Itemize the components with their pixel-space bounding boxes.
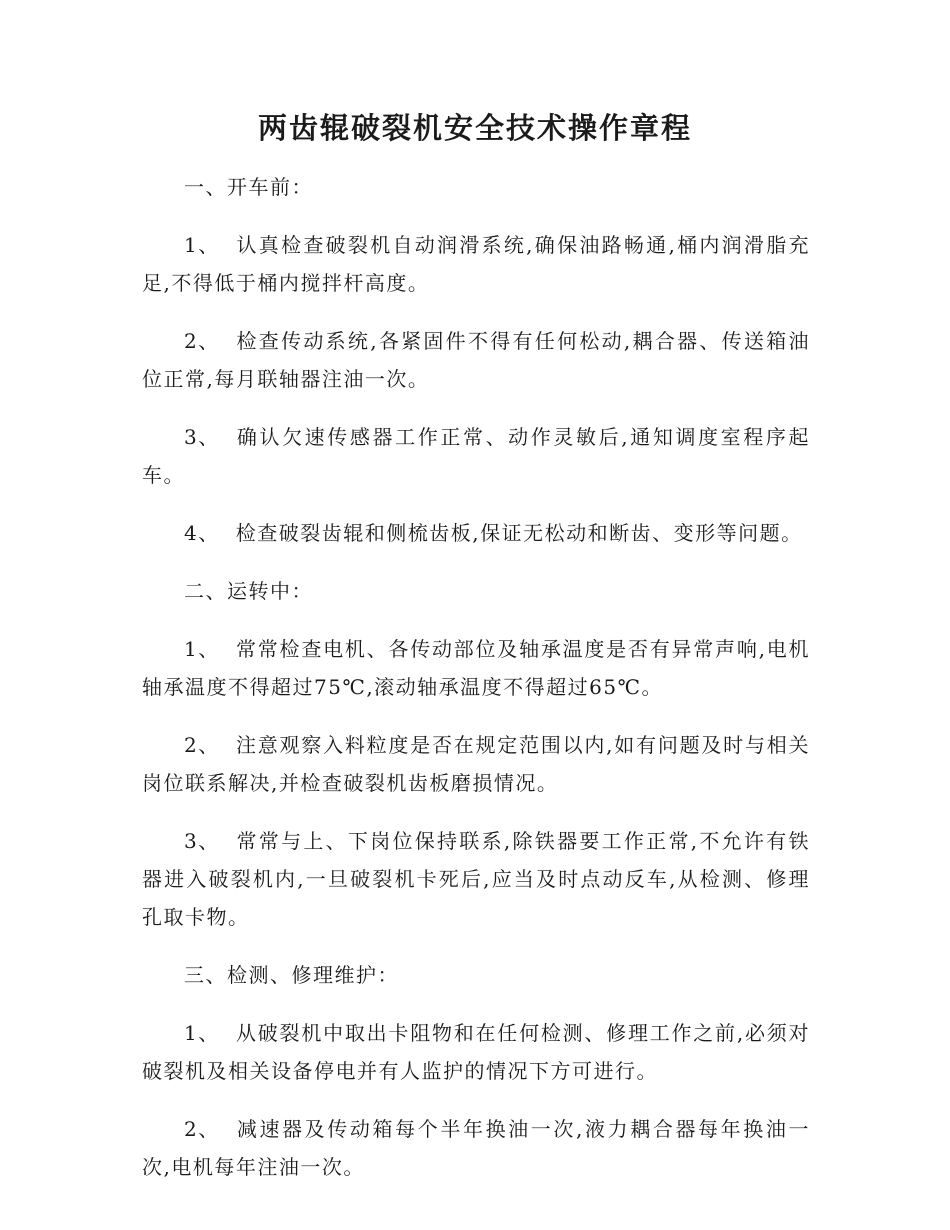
item-number: 4、: [184, 521, 220, 545]
list-item: [142, 822, 810, 936]
list-item: [142, 1014, 810, 1090]
item-number: 2、: [184, 1117, 220, 1141]
section-heading: 三、检测、修理维护：: [184, 963, 399, 987]
item-text: 常常与上、下岗位保持联系,除铁器要工作正常,不允许有铁器进入破裂机内,一旦破裂机卡死后,应当及时点动反车,从检测、修理孔取卡物。: [142, 829, 810, 929]
section-heading: 二、运转中：: [184, 579, 313, 603]
list-item: [142, 226, 810, 302]
item-text: 认真检查破裂机自动润滑系统,确保油路畅通,桶内润滑脂充足,不得低于桶内搅拌杆高度。: [142, 233, 810, 295]
item-text: 常常检查电机、各传动部位及轴承温度是否有异常声响,电机轴承温度不得超过75℃,滚动轴承温度不得超过65℃。: [142, 637, 810, 699]
item-number: 1、: [184, 1021, 220, 1045]
item-text: 注意观察入料粒度是否在规定范围以内,如有问题及时与相关岗位联系解决,并检查破裂机齿板磨损情况。: [142, 733, 810, 795]
item-number: 1、: [184, 233, 220, 257]
list-item: [142, 418, 810, 494]
section-heading: 一、开车前：: [184, 175, 313, 199]
list-item: [142, 1110, 810, 1186]
item-number: 2、: [184, 733, 220, 757]
list-item: [142, 726, 810, 802]
document-body: [142, 168, 810, 1206]
item-number: 3、: [184, 829, 220, 853]
item-text: 检查破裂齿辊和侧梳齿板,保证无松动和断齿、变形等问题。: [235, 521, 803, 545]
list-item: [142, 630, 810, 706]
list-item: [142, 514, 810, 552]
item-text: 确认欠速传感器工作正常、动作灵敏后,通知调度室程序起车。: [142, 425, 810, 487]
document-title: 两齿辊破裂机安全技术操作章程: [257, 111, 692, 145]
item-number: 2、: [184, 329, 220, 353]
item-text: 减速器及传动箱每个半年换油一次,液力耦合器每年换油一次,电机每年注油一次。: [142, 1117, 810, 1179]
item-number: 1、: [184, 637, 220, 661]
item-text: 检查传动系统,各紧固件不得有任何松动,耦合器、传送箱油位正常,每月联轴器注油一次。: [142, 329, 810, 391]
item-number: 3、: [184, 425, 220, 449]
list-item: [142, 322, 810, 398]
item-text: 从破裂机中取出卡阻物和在任何检测、修理工作之前,必须对破裂机及相关设备停电并有人监护的情况下方可进行。: [142, 1021, 810, 1083]
